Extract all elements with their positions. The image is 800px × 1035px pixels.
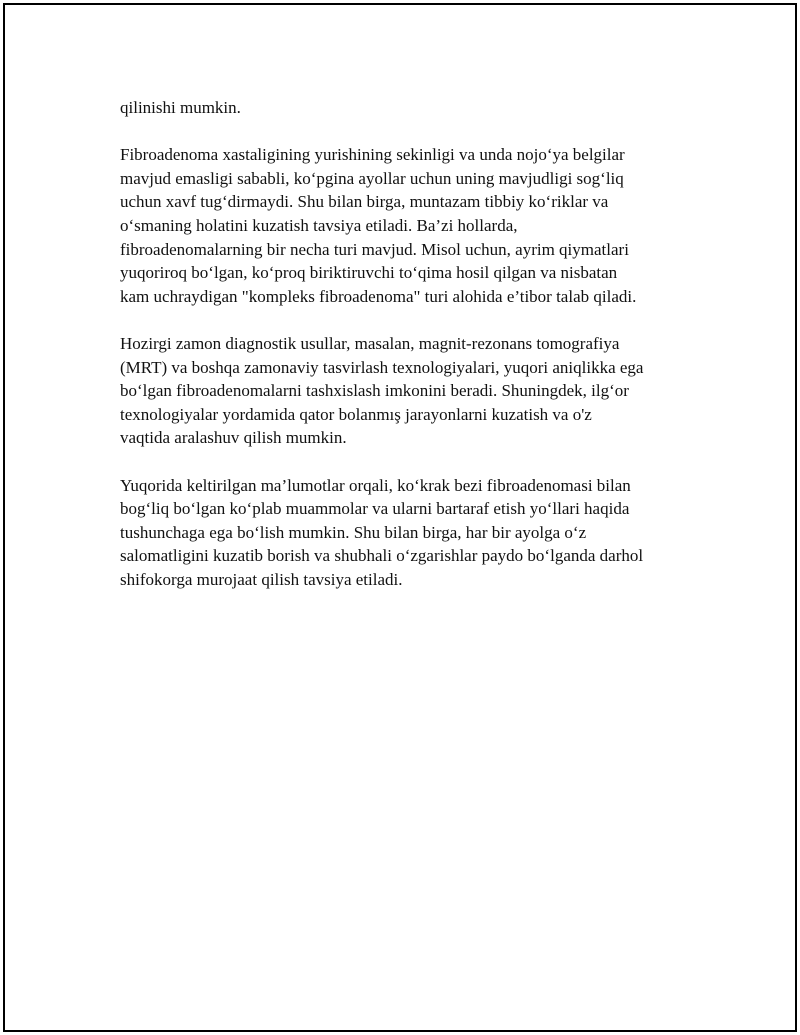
paragraph-fibroadenoma-course: Fibroadenoma xastaligining yurishining sekinligi va unda nojo‘ya belgilar mavjud emasligi sababli, ko‘pgina ayollar uchun uning mavjudligi sog‘liq uchun xavf tug‘dirmaydi. Shu bilan birga, muntazam tibbiy ko‘riklar va o‘smaning holatini kuzatish tavsiya etiladi. Ba’zi hollarda, fibroadenomalarning bir necha turi mavjud. Misol uchun, ayrim qiymatlari yuqoriroq bo‘lgan, ko‘proq biriktiruvchi to‘qima hosil qilgan va nisbatan kam uchraydigan "kompleks fibroadenoma" turi alohida e’tibor talab qiladi. — [120, 145, 637, 306]
document-body — [120, 96, 690, 615]
document-page — [3, 3, 797, 1032]
paragraph-conclusion: Yuqorida keltirilgan ma’lumotlar orqali, ko‘krak bezi fibroadenomasi bilan bog‘liq bo‘lgan ko‘plab muammolar va ularni bartaraf etish yo‘llari haqida tushunchaga ega bo‘lish mumkin. Shu bilan birga, har bir ayolga o‘z salomatligini kuzatib borish va shubhali o‘zgarishlar paydo bo‘lganda darhol shifokorga murojaat qilish tavsiya etiladi. — [120, 475, 644, 589]
paragraph-diagnostics: Hozirgi zamon diagnostik usullar, masalan, magnit-rezonans tomografiya (MRT) va boshqa zamonaviy tasvirlash texnologiyalari, yuqori aniqlikka ega bo‘lgan fibroadenomalarni tashxislash imkonini beradi. Shuningdek, ilg‘or texnologiyalar yordamida qator bolanmış jarayonlarni kuzatish va o'z vaqtida aralashuv qilish mumkin. — [120, 333, 644, 448]
paragraph-continuation: qilinishi mumkin. — [120, 98, 241, 117]
